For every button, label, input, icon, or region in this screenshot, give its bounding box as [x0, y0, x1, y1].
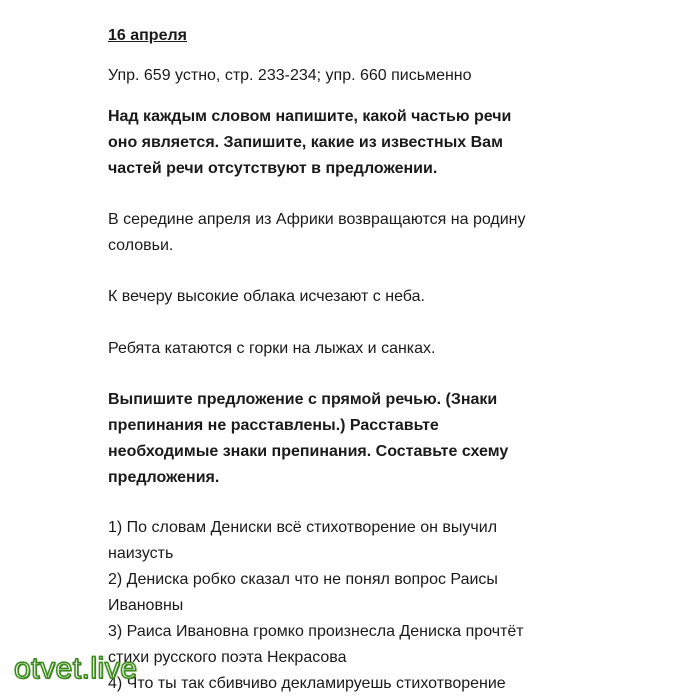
- sentence-2: К вечеру высокие облака исчезают с неба.: [108, 288, 425, 305]
- task2-line-2: препинания не расставлены.) Расставьте: [108, 417, 439, 434]
- task1-line-3: частей речи отсутствуют в предложении.: [108, 160, 438, 177]
- list-item-1-line-2: наизусть: [108, 545, 174, 562]
- task1-line-2: оно является. Запишите, какие из известных Вам: [108, 134, 503, 151]
- sentence-1-line-1: В середине апреля из Африки возвращаются на родину: [108, 211, 526, 228]
- sentence-3: Ребята катаются с горки на лыжах и санках.: [108, 340, 436, 357]
- assignment-line: Упр. 659 устно, стр. 233-234; упр. 660 письменно: [108, 67, 472, 84]
- task2-line-3: необходимые знаки препинания. Составьте схему: [108, 443, 509, 460]
- list-item-4-line-1: 4) Что ты так сбивчиво декламируешь стихотворение: [108, 675, 506, 692]
- list-item-3-line-2: стихи русского поэта Некрасова: [108, 649, 347, 666]
- task2-line-4: предложения.: [108, 469, 220, 486]
- list-item-2-line-2: Ивановны: [108, 597, 184, 614]
- list-item-1-line-1: 1) По словам Дениски всё стихотворение он выучил: [108, 519, 498, 536]
- sentence-1-line-2: соловьи.: [108, 237, 174, 254]
- list-item-3-line-1: 3) Раиса Ивановна громко произнесла Дениска прочтёт: [108, 623, 524, 640]
- site-watermark-logo: otvet.live: [14, 652, 138, 685]
- task1-line-1: Над каждым словом напишите, какой частью речи: [108, 108, 512, 125]
- date-heading: 16 апреля: [108, 27, 187, 44]
- task2-line-1: Выпишите предложение с прямой речью. (Знаки: [108, 391, 498, 408]
- list-item-2-line-1: 2) Дениска робко сказал что не понял вопрос Раисы: [108, 571, 498, 588]
